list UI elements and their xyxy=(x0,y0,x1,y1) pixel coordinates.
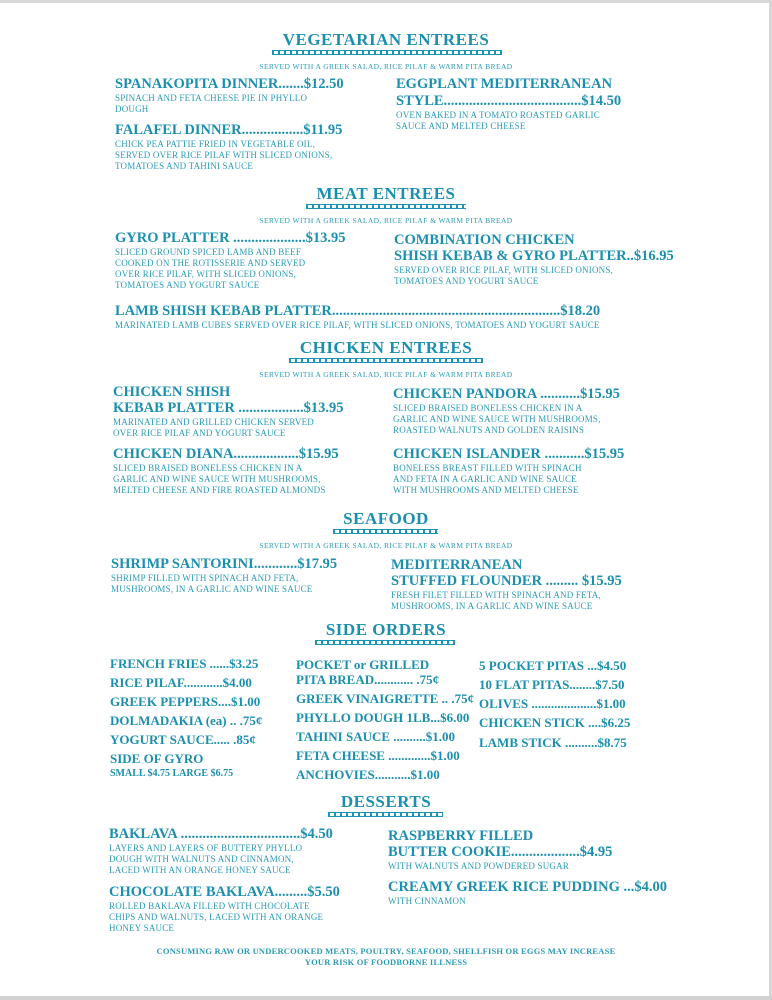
menu-item-title: STUFFED FLOUNDER ......... $15.95 xyxy=(391,573,622,589)
menu-item-desc: SLICED BRAISED BONELESS CHICKEN IN A xyxy=(113,463,303,473)
greek-key-divider xyxy=(306,204,466,209)
scan-edge-bottom xyxy=(0,996,772,1000)
menu-item-desc: MARINATED LAMB CUBES SERVED OVER RICE PILAF, WITH SLICED ONIONS, TOMATOES AND YOGURT SAUCE xyxy=(115,320,600,330)
menu-item-desc: BONELESS BREAST FILLED WITH SPINACH xyxy=(393,463,582,473)
menu-item-desc: AND FETA IN A GARLIC AND WINE SAUCE xyxy=(393,474,577,484)
menu-item-desc: SLICED GROUND SPICED LAMB AND BEEF xyxy=(115,247,302,257)
food-safety-warning: YOUR RISK OF FOODBORNE ILLNESS xyxy=(304,957,468,967)
section-title-meat: MEAT ENTREES xyxy=(316,184,456,203)
greek-key-divider xyxy=(315,640,455,645)
side-item: PITA BREAD............ .75¢ xyxy=(296,672,440,687)
menu-item-title: CHICKEN SHISH xyxy=(113,384,231,400)
menu-item-desc: FRESH FILET FILLED WITH SPINACH AND FETA, xyxy=(391,590,601,600)
menu-item-desc: OVEN BAKED IN A TOMATO ROASTED GARLIC xyxy=(396,110,600,120)
section-title-desserts: DESSERTS xyxy=(340,792,432,811)
side-item: PHYLLO DOUGH 1LB...$6.00 xyxy=(296,710,470,725)
menu-item-title: CHICKEN PANDORA ...........$15.95 xyxy=(393,386,620,402)
menu-item-desc: ROASTED WALNUTS AND GOLDEN RAISINS xyxy=(393,425,585,435)
menu-item-desc: LACED WITH AN ORANGE HONEY SAUCE xyxy=(109,865,291,875)
menu-item-title: CHICKEN DIANA..................$15.95 xyxy=(113,446,339,462)
menu-item-desc: GARLIC AND WINE SAUCE WITH MUSHROOMS, xyxy=(113,474,321,484)
side-item: LAMB STICK ..........$8.75 xyxy=(479,735,627,750)
menu-item-desc: TOMATOES AND YOGURT SAUCE xyxy=(115,280,260,290)
side-item: FETA CHEESE .............$1.00 xyxy=(296,748,460,763)
menu-item-desc: DOUGH WITH WALNUTS AND CINNAMON, xyxy=(109,854,294,864)
menu-item-desc: MELTED CHEESE AND FIRE ROASTED ALMONDS xyxy=(113,485,326,495)
side-item-sizes: SMALL $4.75 LARGE $6.75 xyxy=(110,768,234,779)
menu-item-title: SHISH KEBAB & GYRO PLATTER..$16.95 xyxy=(394,248,674,264)
side-item: ANCHOVIES...........$1.00 xyxy=(296,767,440,782)
menu-item-title: COMBINATION CHICKEN xyxy=(394,232,575,248)
side-item: RICE PILAF............$4.00 xyxy=(110,675,252,690)
menu-item-desc: WITH MUSHROOMS AND MELTED CHEESE xyxy=(393,485,579,495)
menu-item-desc: ROLLED BAKLAVA FILLED WITH CHOCOLATE xyxy=(109,901,310,911)
section-title-chicken: CHICKEN ENTREES xyxy=(299,338,473,357)
menu-item-desc: SPINACH AND FETA CHEESE PIE IN PHYLLO xyxy=(115,93,308,103)
menu-item-title: LAMB SHISH KEBAB PLATTER...............................................................$18.20 xyxy=(115,303,601,319)
section-title-seafood: SEAFOOD xyxy=(343,509,429,528)
menu-item-desc: LAYERS AND LAYERS OF BUTTERY PHYLLO xyxy=(109,843,303,853)
side-item: SIDE OF GYRO xyxy=(110,751,204,766)
side-item: GREEK VINAIGRETTE .. .75¢ xyxy=(296,691,475,706)
section-subtitle-meat: SERVED WITH A GREEK SALAD, RICE PILAF & WARM PITA BREAD xyxy=(259,216,513,225)
menu-item-title: SPANAKOPITA DINNER.......$12.50 xyxy=(115,76,344,92)
section-title-sides: SIDE ORDERS xyxy=(325,620,447,639)
greek-key-divider xyxy=(272,50,502,55)
menu-item-title: KEBAB PLATTER ..................$13.95 xyxy=(113,400,344,416)
menu-item-desc: DOUGH xyxy=(115,104,149,114)
menu-item-desc: SHRIMP FILLED WITH SPINACH AND FETA, xyxy=(111,573,299,583)
menu-item-desc: WITH WALNUTS AND POWDERED SUGAR xyxy=(388,861,570,871)
scan-edge-top xyxy=(0,0,772,3)
menu-item-title: MEDITERRANEAN xyxy=(391,557,523,573)
menu-item-title: EGGPLANT MEDITERRANEAN xyxy=(396,76,613,92)
section-subtitle-chicken: SERVED WITH A GREEK SALAD, RICE PILAF & WARM PITA BREAD xyxy=(259,370,513,379)
menu-item-title: BAKLAVA .................................$4.50 xyxy=(109,826,333,842)
menu-item-title: CHOCOLATE BAKLAVA.........$5.50 xyxy=(109,884,340,900)
menu-item-desc: OVER RICE PILAF, WITH SLICED ONIONS, xyxy=(115,269,297,279)
menu-item-desc: TOMATOES AND TAHINI SAUCE xyxy=(115,161,254,171)
menu-item-desc: MUSHROOMS, IN A GARLIC AND WINE SAUCE xyxy=(391,601,593,611)
side-item: FRENCH FRIES ......$3.25 xyxy=(110,656,259,671)
menu-item-title: CHICKEN ISLANDER ...........$15.95 xyxy=(393,446,625,462)
side-item: TAHINI SAUCE ..........$1.00 xyxy=(296,729,456,744)
menu-item-desc: GARLIC AND WINE SAUCE WITH MUSHROOMS, xyxy=(393,414,601,424)
menu-item-desc: TOMATOES AND YOGURT SAUCE xyxy=(394,276,539,286)
greek-key-divider xyxy=(328,812,443,817)
menu-item-desc: MARINATED AND GRILLED CHICKEN SERVED xyxy=(113,417,314,427)
menu-item-desc: CHICK PEA PATTIE FRIED IN VEGETABLE OIL, xyxy=(115,139,316,149)
side-item: 5 POCKET PITAS ...$4.50 xyxy=(479,658,627,673)
menu-item-title: STYLE......................................$14.50 xyxy=(396,93,622,109)
menu-item-desc: HONEY SAUCE xyxy=(109,923,175,933)
menu-item-desc: COOKED ON THE ROTISSERIE AND SERVED xyxy=(115,258,306,268)
section-subtitle-seafood: SERVED WITH A GREEK SALAD, RICE PILAF & WARM PITA BREAD xyxy=(259,541,513,550)
side-item: CHICKEN STICK ....$6.25 xyxy=(479,715,631,730)
menu-item-desc: SLICED BRAISED BONELESS CHICKEN IN A xyxy=(393,403,583,413)
food-safety-warning: CONSUMING RAW OR UNDERCOOKED MEATS, POULTRY, SEAFOOD, SHELLFISH OR EGGS MAY INCREASE xyxy=(156,946,616,956)
menu-item-desc: SERVED OVER RICE PILAF, WITH SLICED ONIONS, xyxy=(394,265,613,275)
greek-key-divider xyxy=(333,529,438,534)
menu-item-desc: OVER RICE PILAF AND YOGURT SAUCE xyxy=(113,428,286,438)
side-item: POCKET or GRILLED xyxy=(296,657,430,672)
side-item: YOGURT SAUCE..... .85¢ xyxy=(110,732,256,747)
menu-item-title: CREAMY GREEK RICE PUDDING ...$4.00 xyxy=(388,879,667,895)
menu-item-desc: MUSHROOMS, IN A GARLIC AND WINE SAUCE xyxy=(111,584,313,594)
menu-item-title: RASPBERRY FILLED xyxy=(388,828,534,844)
menu-item-desc: CHIPS AND WALNUTS, LACED WITH AN ORANGE xyxy=(109,912,324,922)
menu-item-title: FALAFEL DINNER.................$11.95 xyxy=(115,122,343,138)
menu-item-desc: WITH CINNAMON xyxy=(388,896,466,906)
menu-item-title: SHRIMP SANTORINI............$17.95 xyxy=(111,556,338,572)
menu-item-title: GYRO PLATTER ....................$13.95 xyxy=(115,230,346,246)
menu-item-title: BUTTER COOKIE...................$4.95 xyxy=(388,844,613,860)
greek-key-divider xyxy=(289,358,483,363)
side-item: DOLMADAKIA (ea) .. .75¢ xyxy=(110,713,263,728)
side-item: GREEK PEPPERS....$1.00 xyxy=(110,694,261,709)
menu-item-desc: SAUCE AND MELTED CHEESE xyxy=(396,121,526,131)
menu-item-desc: SERVED OVER RICE PILAF WITH SLICED ONIONS, xyxy=(115,150,333,160)
side-item: 10 FLAT PITAS........$7.50 xyxy=(479,677,625,692)
section-title-vegetarian: VEGETARIAN ENTREES xyxy=(282,30,490,49)
section-subtitle-vegetarian: SERVED WITH A GREEK SALAD, RICE PILAF & WARM PITA BREAD xyxy=(259,62,513,71)
side-item: OLIVES ....................$1.00 xyxy=(479,696,626,711)
